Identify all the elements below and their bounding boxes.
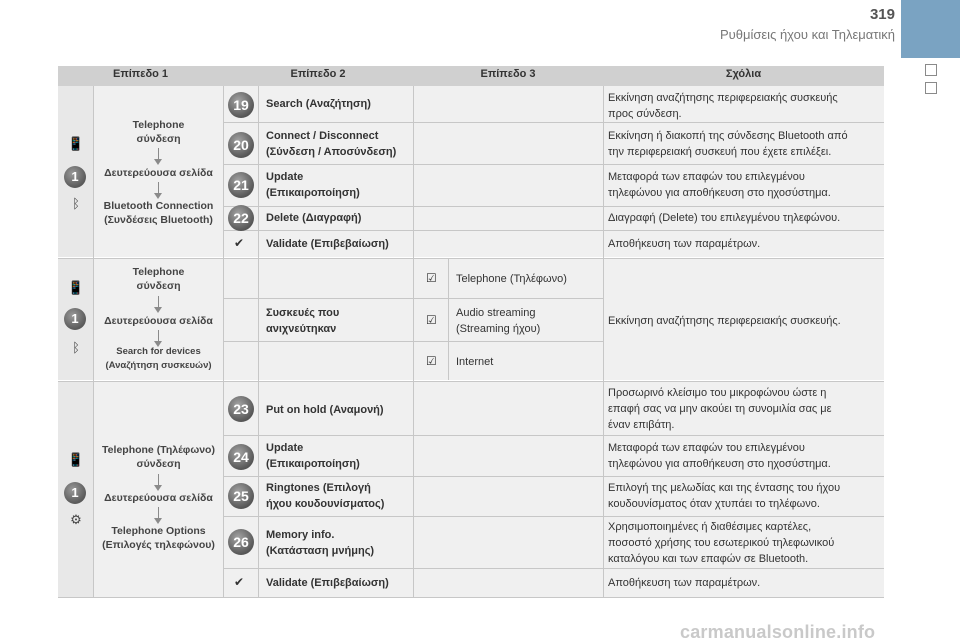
checkbox-checked-icon[interactable]: ☑ [426, 354, 437, 368]
comment-validate: Αποθήκευση των παραμέτρων. [608, 238, 761, 250]
level2-telephone: Telephone (Τηλέφωνο) σύνδεση [102, 444, 215, 470]
grid-line [58, 258, 884, 259]
grid-line [223, 476, 884, 477]
arrow-down-icon [158, 330, 159, 342]
grid-line [223, 568, 884, 569]
detected-devices-label: Συσκευές που ανιχνεύτηκαν [266, 307, 340, 335]
comment-put-on-hold: Προσωρινό κλείσιμο του μικροφώνου ώστε η επαφή σας να μην ακούει τη συνομιλία σας με έναν επιβάτη. [608, 387, 832, 431]
grid-line [223, 341, 603, 342]
comment-validate: Αποθήκευση των παραμέτρων. [608, 577, 761, 589]
grid-line [223, 122, 884, 123]
grid-line [223, 435, 884, 436]
level2-telephone: Telephone σύνδεση [132, 119, 185, 145]
menu-item-validate: Validate (Επιβεβαίωση) [266, 238, 389, 250]
grid-line [223, 206, 884, 207]
level2-secondary-page: Δευτερεύουσα σελίδα [104, 492, 213, 504]
menu-item-validate: Validate (Επιβεβαίωση) [266, 577, 389, 589]
level2-secondary-page: Δευτερεύουσα σελίδα [104, 167, 213, 179]
level2-search-devices: Search for devices (Αναζήτηση συσκευών) [105, 346, 212, 371]
option-internet: Internet [456, 356, 494, 368]
comment-update: Μεταφορά των επαφών του επιλεγμένου τηλεφώνου για αποθήκευση στο ηχοσύστημα. [608, 171, 831, 199]
square-icon [925, 82, 937, 94]
grid-line [448, 259, 449, 380]
check-icon: ✔ [234, 575, 245, 589]
checkbox-checked-icon[interactable]: ☑ [426, 271, 437, 285]
section-title: Ρυθμίσεις ήχου και Τηλεματική [719, 27, 895, 42]
arrow-down-icon [158, 507, 159, 519]
step-badge-20: 20 [228, 132, 254, 158]
menu-item-search: Search (Αναζήτηση) [266, 98, 371, 110]
phone-settings-icon: 📱 [67, 452, 85, 467]
level2-secondary-page: Δευτερεύουσα σελίδα [104, 315, 213, 327]
grid-line [223, 298, 603, 299]
grid-line [223, 230, 884, 231]
phone-settings-icon: 📱 [67, 136, 85, 151]
arrow-down-icon [158, 296, 159, 308]
phone-options-icon: ⚙ [70, 512, 82, 527]
grid-line [603, 86, 604, 597]
check-icon: ✔ [234, 236, 245, 250]
checkbox-checked-icon[interactable]: ☑ [426, 313, 437, 327]
step-badge-24: 24 [228, 444, 254, 470]
arrow-down-icon [158, 182, 159, 194]
comment-connect: Εκκίνηση ή διακοπή της σύνδεσης Bluetooth από την περιφερειακή συσκευή που έχετε επιλέξει. [608, 130, 848, 158]
comment-update: Μεταφορά των επαφών του επιλεγμένου τηλεφώνου για αποθήκευση στο ηχοσύστημα. [608, 442, 831, 470]
grid-line [58, 597, 884, 598]
menu-item-update: Update (Επικαιροποίηση) [266, 442, 360, 470]
level1-badge: 1 [64, 482, 86, 504]
level2-telephone: Telephone σύνδεση [132, 266, 185, 292]
grid-line [93, 86, 94, 597]
comment-search-devices: Εκκίνηση αναζήτησης περιφερειακής συσκευής. [608, 315, 841, 327]
step-badge-21: 21 [228, 172, 254, 198]
menu-item-memory-info: Memory info. (Κατάσταση μνήμης) [266, 529, 375, 557]
step-badge-22: 22 [228, 205, 254, 231]
comment-search: Εκκίνηση αναζήτησης περιφερειακής συσκευής προς σύνδεση. [608, 92, 838, 120]
watermark: carmanualsonline.info [680, 622, 876, 642]
phone-settings-icon: 📱 [67, 280, 85, 295]
grid-line [58, 381, 884, 382]
step-badge-23: 23 [228, 396, 254, 422]
menu-item-update: Update (Επικαιροποίηση) [266, 171, 360, 199]
option-audio-streaming: Audio streaming (Streaming ήχου) [456, 307, 541, 335]
grid-line [223, 164, 884, 165]
arrow-down-icon [158, 148, 159, 160]
col-header-comments: Σχόλια [725, 68, 762, 80]
level2-telephone-options: Telephone Options (Επιλογές τηλεφώνου) [102, 525, 215, 551]
bluetooth-search-icon: ᛒ [72, 340, 80, 355]
level2-bluetooth-connection: Bluetooth Connection (Συνδέσεις Bluetooth) [103, 200, 214, 226]
level1-badge: 1 [64, 308, 86, 330]
step-badge-26: 26 [228, 529, 254, 555]
menu-item-connect: Connect / Disconnect (Σύνδεση / Αποσύνδεση) [266, 130, 397, 158]
arrow-down-icon [158, 474, 159, 486]
comment-ringtones: Επιλογή της μελωδίας και της έντασης του ήχου κουδουνίσματος όταν χτυπάει το τηλέφωνο. [608, 482, 841, 510]
col-header-level2: Επίπεδο 2 [290, 68, 346, 80]
step-badge-19: 19 [228, 92, 254, 118]
option-telephone: Telephone (Τηλέφωνο) [456, 273, 567, 285]
section-tab [901, 0, 960, 58]
menu-item-put-on-hold: Put on hold (Αναμονή) [266, 404, 384, 416]
col-header-level1: Επίπεδο 1 [112, 68, 169, 80]
grid-line [223, 516, 884, 517]
level1-badge: 1 [64, 166, 86, 188]
page-number: 319 [869, 6, 895, 23]
menu-item-delete: Delete (Διαγραφή) [266, 212, 362, 224]
bluetooth-icon: ᛒ [72, 196, 80, 211]
menu-item-ringtones: Ringtones (Επιλογή ήχου κουδουνίσματος) [266, 482, 385, 510]
step-badge-25: 25 [228, 483, 254, 509]
square-icon [925, 64, 937, 76]
comment-delete: Διαγραφή (Delete) του επιλεγμένου τηλεφώνου. [608, 212, 841, 224]
comment-memory-info: Χρησιμοποιημένες ή διαθέσιμες καρτέλες, ποσοστό χρήσης του εσωτερικού τηλεφωνικού καταλόγου και των επαφών σε Bluetooth. [608, 521, 835, 565]
col-header-level3: Επίπεδο 3 [480, 68, 536, 80]
